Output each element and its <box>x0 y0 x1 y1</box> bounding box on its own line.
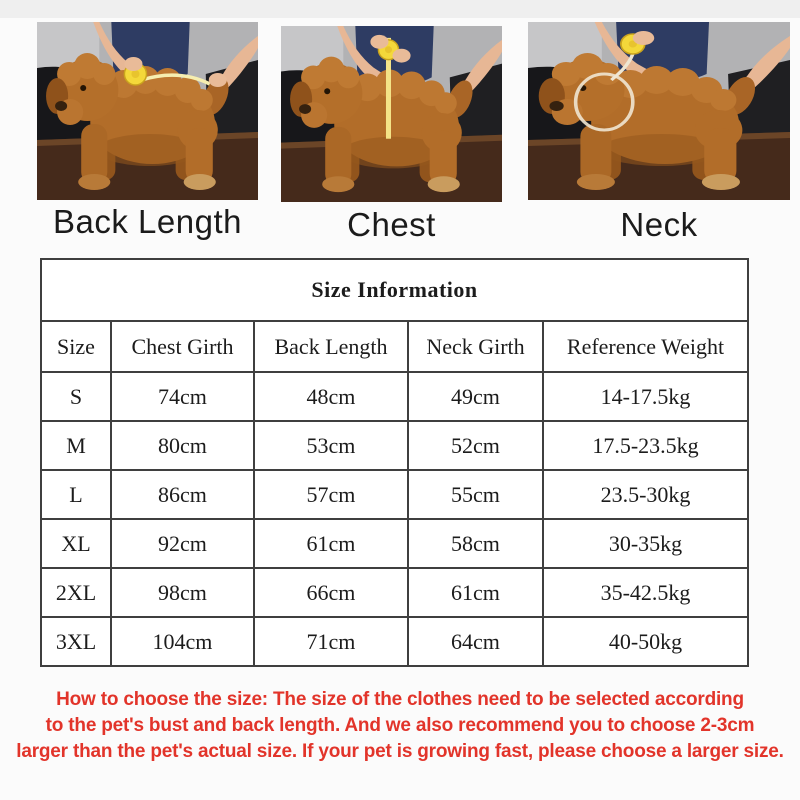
table-header-row <box>41 321 748 372</box>
back-length-cell: 57cm <box>254 470 408 519</box>
chest-girth-cell: 98cm <box>111 568 254 617</box>
column-header-back-length: Back Length <box>254 321 408 372</box>
neck-girth-cell: 55cm <box>408 470 543 519</box>
chest-girth-cell: 104cm <box>111 617 254 666</box>
back-length-cell: 66cm <box>254 568 408 617</box>
reference-weight-cell: 30-35kg <box>543 519 748 568</box>
size-cell: M <box>41 421 111 470</box>
size-row-3xl <box>41 617 748 666</box>
size-row-m <box>41 421 748 470</box>
table-title-row <box>41 259 748 321</box>
column-header-size: Size <box>41 321 111 372</box>
column-header-reference-weight: Reference Weight <box>543 321 748 372</box>
size-row-l <box>41 470 748 519</box>
measure-photo-chest <box>281 26 502 202</box>
note-line: larger than the pet's actual size. If your pet is growing fast, please choose a larger size. <box>16 741 784 762</box>
size-cell: L <box>41 470 111 519</box>
neck-girth-cell: 49cm <box>408 372 543 421</box>
reference-weight-cell: 23.5-30kg <box>543 470 748 519</box>
reference-weight-cell: 17.5-23.5kg <box>543 421 748 470</box>
photo-label-neck: Neck <box>620 206 698 243</box>
neck-girth-cell: 64cm <box>408 617 543 666</box>
back-length-cell: 61cm <box>254 519 408 568</box>
size-cell: XL <box>41 519 111 568</box>
neck-girth-cell: 61cm <box>408 568 543 617</box>
photo-label-back-length: Back Length <box>53 203 242 240</box>
chest-girth-cell: 80cm <box>111 421 254 470</box>
size-row-xl <box>41 519 748 568</box>
dog-neck-illustration <box>528 22 790 200</box>
chest-girth-cell: 92cm <box>111 519 254 568</box>
photo-label-chest: Chest <box>347 206 436 243</box>
back-length-cell: 53cm <box>254 421 408 470</box>
reference-weight-cell: 35-42.5kg <box>543 568 748 617</box>
column-header-neck-girth: Neck Girth <box>408 321 543 372</box>
size-row-2xl <box>41 568 748 617</box>
reference-weight-cell: 14-17.5kg <box>543 372 748 421</box>
note-line: to the pet's bust and back length. And we also recommend you to choose 2-3cm <box>45 715 755 736</box>
size-cell: 2XL <box>41 568 111 617</box>
chest-girth-cell: 74cm <box>111 372 254 421</box>
size-cell: S <box>41 372 111 421</box>
back-length-cell: 48cm <box>254 372 408 421</box>
dog-chest-illustration <box>281 26 502 202</box>
size-row-s <box>41 372 748 421</box>
dog-back-length-illustration <box>37 22 258 200</box>
back-length-cell: 71cm <box>254 617 408 666</box>
size-choosing-note <box>0 687 800 765</box>
size-information-table <box>40 258 749 667</box>
chest-girth-cell: 86cm <box>111 470 254 519</box>
column-header-chest-girth: Chest Girth <box>111 321 254 372</box>
size-cell: 3XL <box>41 617 111 666</box>
neck-girth-cell: 58cm <box>408 519 543 568</box>
note-line: How to choose the size: The size of the clothes need to be selected according <box>56 689 744 710</box>
reference-weight-cell: 40-50kg <box>543 617 748 666</box>
measure-photo-neck <box>528 22 790 200</box>
page-top-strip <box>0 0 800 18</box>
table-title: Size Information <box>41 259 748 321</box>
neck-girth-cell: 52cm <box>408 421 543 470</box>
measure-photo-back-length <box>37 22 258 200</box>
